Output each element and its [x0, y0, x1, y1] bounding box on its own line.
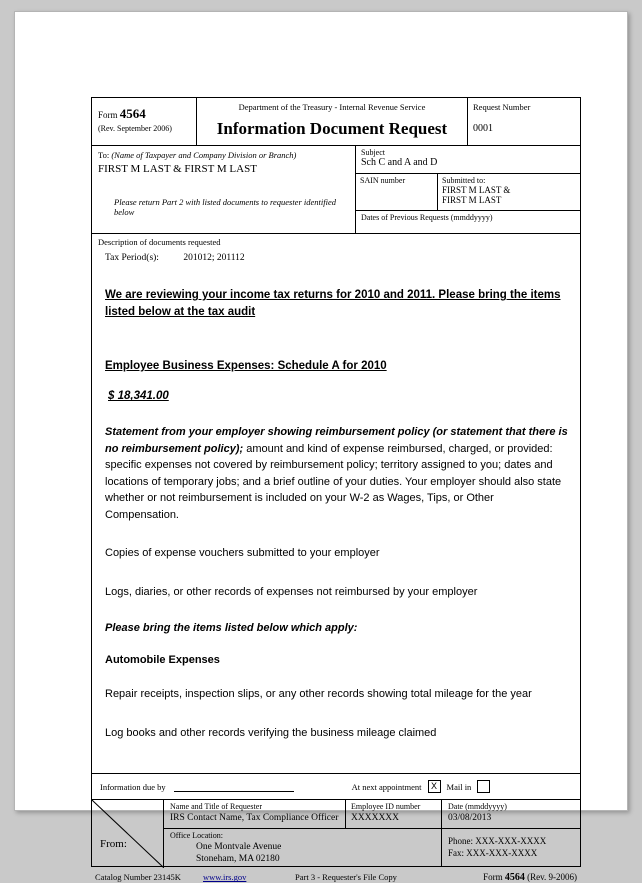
form-footer	[91, 872, 581, 883]
date-value: 03/08/2013	[448, 813, 492, 824]
auto-item-log-books: Log books and other records verifying the business mileage claimed	[105, 726, 437, 739]
irs-website-link[interactable]: www.irs.gov	[203, 872, 247, 883]
employee-id-label: Employee ID number	[351, 802, 421, 812]
request-number-value: 0001	[473, 123, 493, 134]
footer-form-rev: (Rev. 9-2006)	[527, 872, 577, 883]
submitted-label: Submitted to:	[442, 176, 486, 185]
contact-cell	[442, 829, 580, 866]
phone-value: Phone: XXX-XXX-XXXX	[448, 836, 547, 847]
subject-cell	[356, 146, 580, 174]
return-note: Please return Part 2 with listed documents to requester identified below	[114, 197, 336, 217]
at-next-appointment-label: At next appointment	[351, 781, 422, 792]
office-row	[164, 829, 580, 866]
office-line-1: One Montvale Avenue	[196, 842, 282, 853]
tax-period-row	[105, 253, 570, 263]
to-label: To:	[98, 150, 110, 160]
form-masthead	[91, 97, 581, 145]
item-logs-diaries: Logs, diaries, or other records of expenses not reimbursed by your employer	[105, 585, 478, 598]
tax-period-values: 201012; 201112	[183, 253, 245, 263]
request-number-label: Request Number	[473, 102, 531, 112]
catalog-number: Catalog Number 23145K	[95, 872, 181, 883]
employee-id-cell	[346, 800, 442, 828]
from-details	[164, 800, 580, 866]
subject-value: Sch C and A and D	[361, 157, 438, 168]
addressee-cell	[92, 146, 356, 233]
requester-value: IRS Contact Name, Tax Compliance Officer	[170, 813, 339, 824]
auto-item-repair-receipts: Repair receipts, inspection slips, or any other records showing total mileage for the year	[105, 688, 532, 701]
employer-statement-paragraph	[105, 424, 570, 523]
to-label-italic: (Name of Taxpayer and Company Division or Branch)	[111, 150, 297, 160]
description-header: Description of documents requested	[91, 233, 581, 249]
item-expense-vouchers: Copies of expense vouchers submitted to your employer	[105, 547, 380, 560]
mail-in-checkbox[interactable]	[477, 780, 490, 793]
document-page	[14, 11, 628, 883]
requester-label: Name and Title of Requester	[170, 802, 262, 812]
sain-label: SAIN number	[360, 176, 406, 185]
tax-period-label: Tax Period(s):	[105, 253, 159, 263]
office-location-label: Office Location:	[170, 831, 223, 841]
subject-label: Subject	[361, 148, 385, 157]
mail-in-label: Mail in	[446, 781, 472, 792]
description-body	[91, 249, 581, 773]
department-line: Department of the Treasury - Internal Revenue Service	[238, 102, 426, 112]
submitted-to-cell	[438, 174, 580, 210]
subject-column	[356, 146, 580, 233]
bring-items-note: Please bring the items listed below which apply:	[105, 622, 358, 635]
part-label: Part 3 - Requester's File Copy	[295, 872, 397, 883]
office-line-2: Stoneham, MA 02180	[196, 854, 280, 865]
sain-submitted-row	[356, 174, 580, 211]
form-revision: (Rev. September 2006)	[98, 124, 172, 133]
footer-form-info	[483, 872, 577, 883]
taxpayer-name: FIRST M LAST & FIRST M LAST	[98, 163, 257, 175]
form-label: Form	[98, 110, 118, 120]
office-location-cell	[164, 829, 442, 866]
employer-statement-rest: amount and kind of expense reimbursed, charged, or provided: specific expenses not covered by reimbursement policy; territory assigned to you; dates and locations of temporary jobs; and a brief outline of your duties. Your employer should also state whether or not reimbursement is included on your W-2 as Wages, Tips, or Other Compensation.	[105, 442, 562, 521]
information-due-row	[91, 773, 581, 799]
date-label: Date (mmddyyyy)	[448, 802, 507, 812]
employer-statement-bold: Statement from your employer showing reimbursement policy (or statement that there is no reimbursement policy);	[105, 426, 568, 455]
submitted-value-1: FIRST M LAST &	[442, 185, 511, 195]
requester-cell	[164, 800, 346, 828]
footer-form-label: Form	[483, 872, 503, 883]
addressee-subject-block	[91, 145, 581, 233]
request-number-cell	[468, 98, 580, 145]
section-title: Employee Business Expenses: Schedule A for 2010	[105, 360, 387, 373]
form-number: 4564	[119, 106, 146, 121]
requester-row	[164, 800, 580, 829]
form-number-line	[98, 106, 190, 122]
fax-value: Fax: XXX-XXX-XXXX	[448, 848, 538, 859]
at-next-appointment-checkbox[interactable]: X	[428, 780, 441, 793]
previous-requests-label: Dates of Previous Requests (mmddyyyy)	[361, 213, 493, 222]
lead-paragraph: We are reviewing your income tax returns for 2010 and 2011. Please bring the items listed below at the tax audit	[105, 289, 561, 318]
sain-cell	[356, 174, 438, 210]
footer-form-number: 4564	[504, 872, 525, 883]
date-cell	[442, 800, 580, 828]
form-title: Information Document Request	[216, 119, 448, 138]
to-label-line	[98, 150, 349, 160]
expense-amount: $ 18,341.00	[108, 390, 169, 403]
diagonal-line-icon	[92, 800, 164, 868]
information-due-input[interactable]	[174, 781, 294, 792]
from-label: From:	[100, 838, 127, 851]
from-block	[91, 799, 581, 867]
information-due-label: Information due by	[100, 781, 166, 792]
previous-requests-cell	[356, 211, 580, 233]
irs-form-4564	[91, 97, 581, 883]
automobile-expenses-heading: Automobile Expenses	[105, 654, 220, 667]
submitted-value-2: FIRST M LAST	[442, 195, 502, 206]
form-number-cell	[92, 98, 197, 145]
from-cell	[92, 800, 164, 866]
employee-id-value: XXXXXXX	[351, 813, 400, 824]
form-title-cell	[197, 98, 468, 145]
